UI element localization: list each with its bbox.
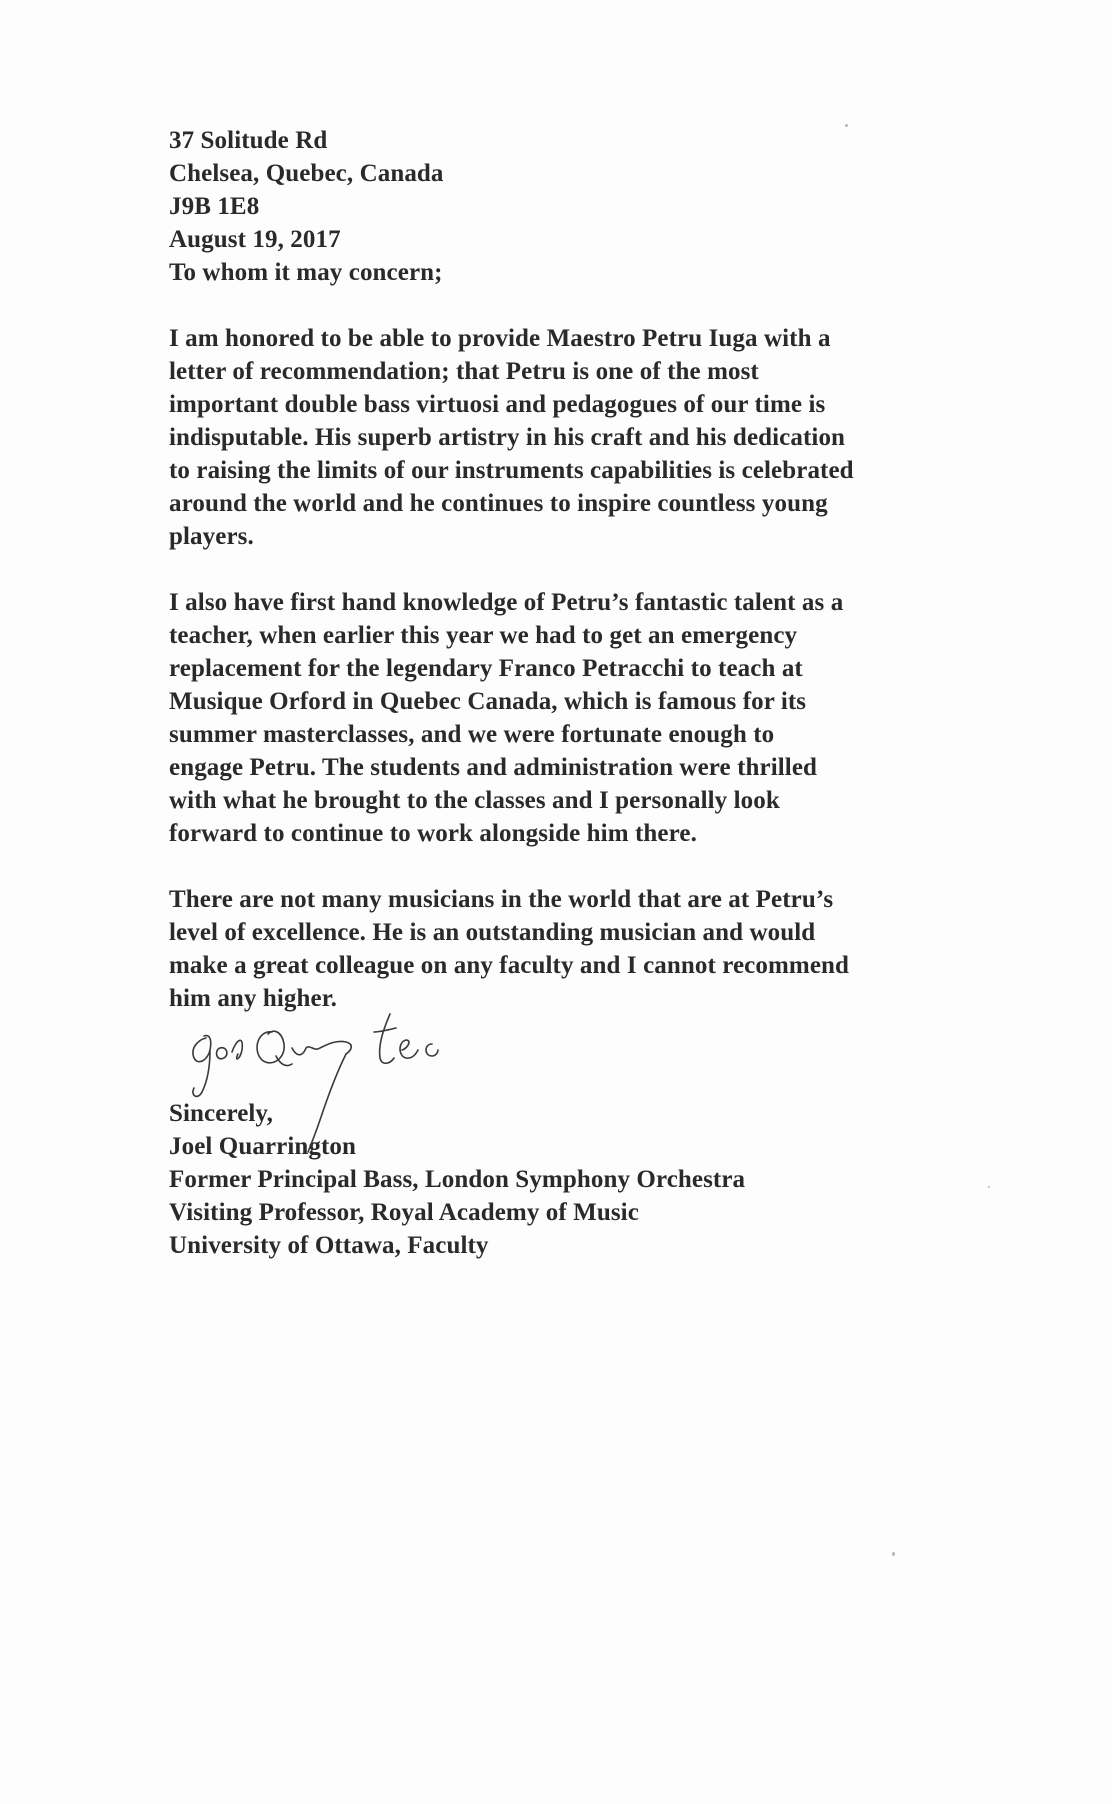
- paragraph-line: to raising the limits of our instruments capabilities is celebrated: [169, 457, 854, 484]
- paragraph-3: [169, 883, 969, 1015]
- paragraph-line: players.: [169, 523, 254, 550]
- paragraph-line: with what he brought to the classes and I personally look: [169, 787, 780, 814]
- paragraph-line: engage Petru. The students and administration were thrilled: [169, 754, 818, 781]
- paragraph-line: There are not many musicians in the world that are at Petru’s: [169, 886, 834, 913]
- paragraph-line: I am honored to be able to provide Maestro Petru Iuga with a: [169, 325, 831, 352]
- signer-title: Visiting Professor, Royal Academy of Music: [169, 1199, 639, 1226]
- sender-address: [169, 124, 969, 256]
- paragraph-line: around the world and he continues to inspire countless young: [169, 490, 828, 517]
- paragraph-line: replacement for the legendary Franco Petracchi to teach at: [169, 655, 803, 682]
- scan-speck: [892, 1552, 895, 1556]
- salutation: To whom it may concern;: [169, 259, 443, 286]
- address-postal-code: J9B 1E8: [169, 193, 260, 220]
- paragraph-1: [169, 322, 969, 553]
- letter-date: August 19, 2017: [169, 226, 341, 253]
- handwritten-signature-icon: [180, 1010, 470, 1165]
- paragraph-line: summer masterclasses, and we were fortunate enough to: [169, 721, 775, 748]
- paragraph-line: forward to continue to work alongside him there.: [169, 820, 697, 847]
- paragraph-line: level of excellence. He is an outstanding musician and would: [169, 919, 816, 946]
- paragraph-line: letter of recommendation; that Petru is one of the most: [169, 358, 759, 385]
- scan-speck: [988, 1186, 990, 1188]
- paragraph-line: I also have first hand knowledge of Petru’s fantastic talent as a: [169, 589, 844, 616]
- signer-title: University of Ottawa, Faculty: [169, 1232, 489, 1259]
- paragraph-2: [169, 586, 969, 850]
- signer-name: Joel Quarrington: [169, 1133, 357, 1160]
- valediction: Sincerely,: [169, 1100, 274, 1127]
- address-city: Chelsea, Quebec, Canada: [169, 160, 444, 187]
- paragraph-line: important double bass virtuosi and pedagogues of our time is: [169, 391, 826, 418]
- address-street: 37 Solitude Rd: [169, 127, 328, 154]
- paragraph-line: Musique Orford in Quebec Canada, which is famous for its: [169, 688, 807, 715]
- signer-title: Former Principal Bass, London Symphony Orchestra: [169, 1166, 746, 1193]
- paragraph-line: him any higher.: [169, 985, 337, 1012]
- paragraph-line: indisputable. His superb artistry in his craft and his dedication: [169, 424, 846, 451]
- paragraph-line: make a great colleague on any faculty and I cannot recommend: [169, 952, 850, 979]
- paragraph-line: teacher, when earlier this year we had to get an emergency: [169, 622, 798, 649]
